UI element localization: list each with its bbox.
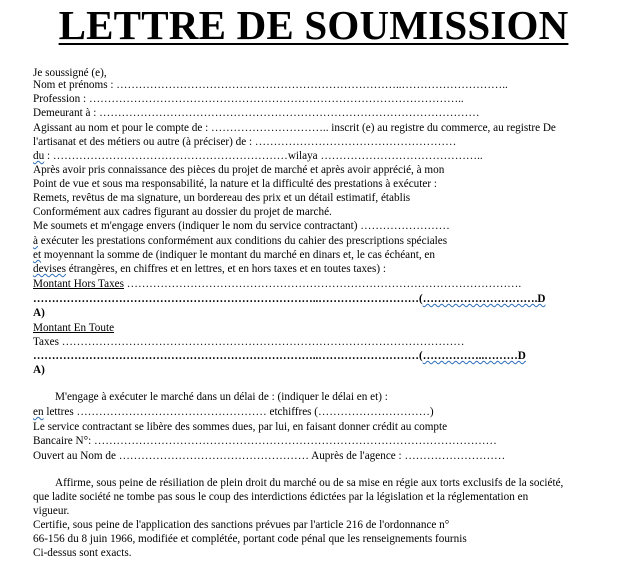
text-line: que ladite société ne tombe pas sous le coup des interdictions édictées par la législation et la réglementation en xyxy=(33,491,529,503)
text-line: Me soumets et m'engage envers (indiquer le nom du service contractant) …………………… xyxy=(33,220,450,232)
text-fragment: exécuter les prestations conformément aux conditions du cahier des prescriptions spéciales xyxy=(37,235,448,247)
text-line: Certifie, sous peine de l'application des sanctions prévues par l'article 216 de l'ordonnance n° xyxy=(33,519,450,531)
text-fragment: ……………………………………………………………………………………………. xyxy=(124,278,522,290)
text-fragment: ………………………….D xyxy=(422,293,546,305)
text-line: Ci-dessus sont exacts. xyxy=(33,547,132,559)
text-fragment: : ………………………………………………………wilaya …………………………………….. xyxy=(44,150,483,162)
text-fragment: devises xyxy=(33,263,66,275)
text-fragment: moyennant la somme de (indiquer le montant du marché en dinars et, le cas échéant, en xyxy=(41,249,435,261)
text-line: Le service contractant se libère des sommes dues, par lui, en faisant donner crédit au compte xyxy=(33,421,448,433)
text-fragment: et xyxy=(33,249,42,261)
text-fragment: en xyxy=(33,406,44,418)
text-line: A) xyxy=(33,307,45,319)
text-line xyxy=(33,322,114,334)
text-fragment: étrangères, en chiffres et en lettres, et en hors taxes et en toutes taxes) : xyxy=(65,263,386,275)
text-line: l'artisanat et des métiers ou autre (à préciser) de : ……………………………………………… xyxy=(33,136,457,148)
text-line: Après avoir pris connaissance des pièces du projet de marché et après avoir apprécié, à mon xyxy=(33,164,445,176)
text-line xyxy=(33,278,521,290)
text-line: M'engage à exécuter le marché dans un délai de : (indiquer le délai en et) : xyxy=(55,391,388,403)
text-line: Ouvert au Nom de …………………………………………… Auprès de l'agence : ……………………… xyxy=(33,450,506,462)
text-line: Demeurant à : ………………………………………………………………………………………… xyxy=(33,107,480,119)
text-fragment: Montant En Toute xyxy=(33,322,115,334)
text-line: Taxes ……………………………………………………………………………………………… xyxy=(33,336,465,348)
text-line xyxy=(33,150,483,162)
text-line: Conformément aux cadres figurant au dossier du projet de marché. xyxy=(33,206,332,218)
text-fragment: du xyxy=(33,150,45,162)
text-line: vigueur. xyxy=(33,505,70,517)
text-line: Je soussigné (e), xyxy=(33,67,107,79)
text-fragment: …………………………………………………………………..………………………( xyxy=(33,293,423,305)
text-line xyxy=(33,235,447,247)
text-fragment: à xyxy=(33,235,38,247)
text-fragment: lettres …………………………………………… etchiffres (…………………………) xyxy=(43,406,434,418)
text-line: Nom et prénoms : …………………………………………………………………..……………………….. xyxy=(33,79,508,91)
text-line xyxy=(33,293,545,305)
text-fragment: ……………..………D xyxy=(422,350,526,362)
text-fragment: Montant Hors Taxes xyxy=(33,278,124,290)
text-fragment: …………………………………………………………………..………………………( xyxy=(33,350,423,362)
document-title: LETTRE DE SOUMISSION xyxy=(58,2,569,48)
text-line: Point de vue et sous ma responsabilité, la nature et la difficulté des prestations à exécuter : xyxy=(33,178,437,190)
text-line: 66-156 du 8 juin 1966, modifiée et complétée, portant code pénal que les renseignements fournis xyxy=(33,533,467,545)
text-line: Profession : ……………………………………………………………………………………….. xyxy=(33,93,464,105)
text-line: Affirme, sous peine de résiliation de plein droit du marché ou de sa mise en régie aux torts exclusifs de la société, xyxy=(55,477,564,489)
text-line: A) xyxy=(33,364,45,376)
text-line xyxy=(33,350,526,362)
text-line xyxy=(33,263,386,275)
text-line: Bancaire N°: ……………………………………………………………………………………………… xyxy=(33,435,497,447)
text-line xyxy=(33,249,435,261)
text-line xyxy=(33,406,434,418)
text-line: Agissant au nom et pour le compte de : ………………………….. inscrit (e) au registre du commerce, au registre De xyxy=(33,122,556,134)
text-line: Remets, revêtus de ma signature, un bordereau des prix et un détail estimatif, établis xyxy=(33,192,411,204)
